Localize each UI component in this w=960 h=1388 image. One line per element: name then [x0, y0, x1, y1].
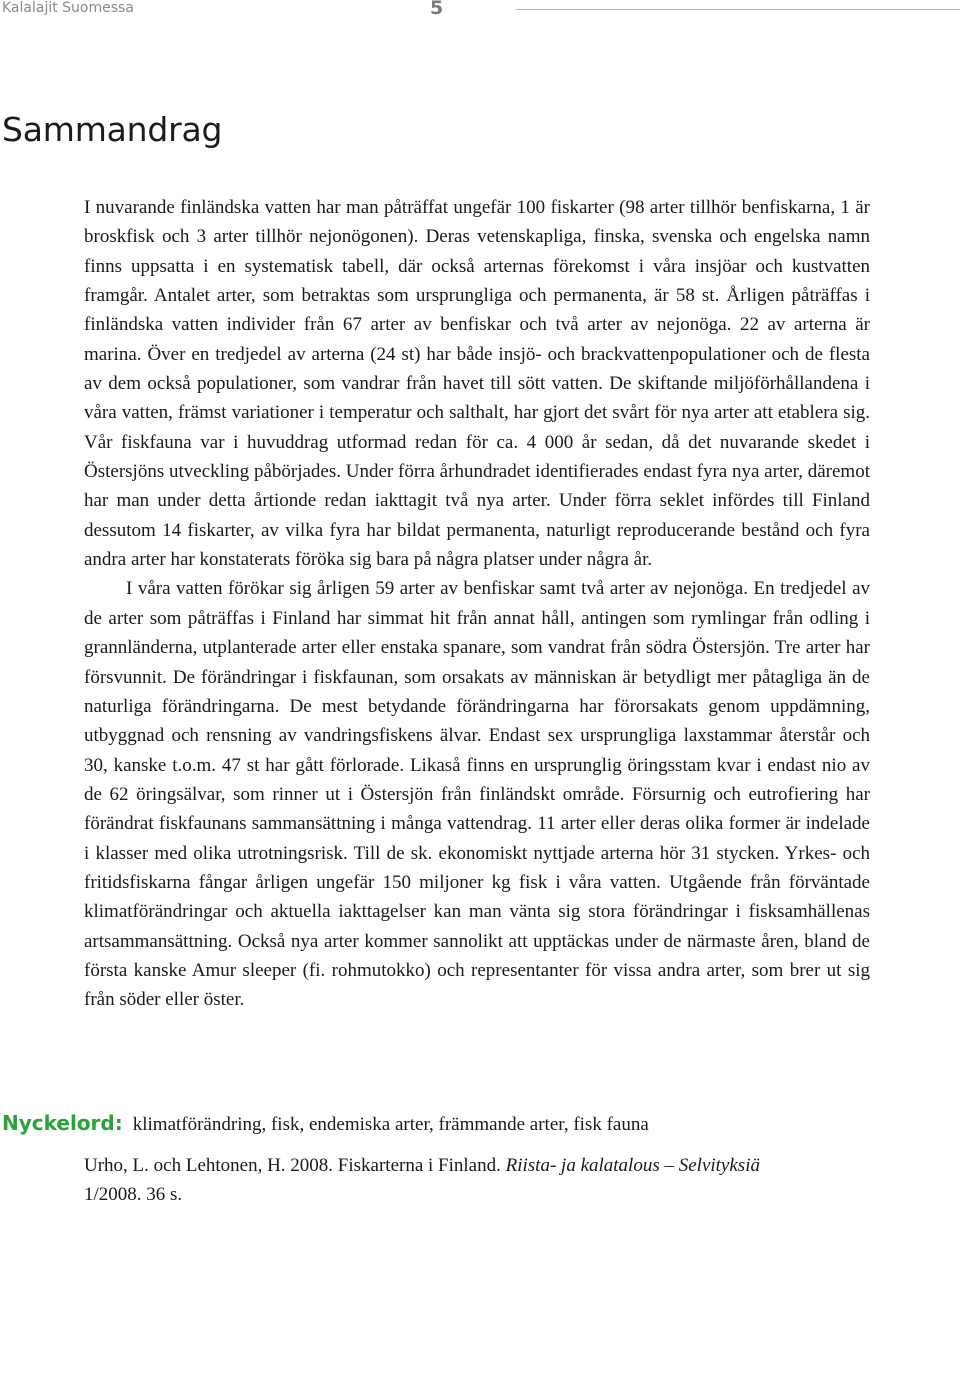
keywords-line — [2, 1108, 932, 1140]
summary-paragraph-1: I nuvarande finländska vatten har man påträffat ungefär 100 fiskarter (98 arter tillhör benfiskarna, 1 är broskfisk och 3 arter tillhör nejonögonen). Deras vetenskapliga, finska, svenska och engelska namn finns uppsatta i en systematisk tabell, där också arternas förekomst i våra insjöar och kustvatten framgår. Antalet arter, som betraktas som ursprungliga och permanenta, är 58 st. Årligen påträffas i finländska vatten individer från 67 arter av benfiskar och två arter av nejonöga. 22 av arterna är marina. Över en tredjedel av arterna (24 st) har både insjö- och brackvattenpopulationer och de flesta av dem också populationer, som vandrar från havet till sött vatten. De skiftande miljöförhållandena i våra vatten, främst variationer i temperatur och salthalt, har gjort det svårt för nya arter att etablera sig. Vår fiskfauna var i huvuddrag utformad redan för ca. 4 000 år sedan, då det nuvarande skedet i Östersjöns utveckling påbörjades. Under förra århundradet identifierades endast fyra nya arter, däremot har man under detta årtionde redan iakttagit två nya arter. Under förra seklet infördes till Finland dessutom 14 fiskarter, av vilka fyra har bildat permanenta, naturligt reproducerande bestånd och fyra andra arter har konstaterats föröka sig bara på några platser under några år. — [84, 197, 870, 571]
running-title: Kalalajit Suomessa — [2, 0, 134, 16]
keywords-text: klimatförändring, fisk, endemiska arter, främmande arter, fisk fauna — [132, 1114, 649, 1135]
citation-authors: Urho, L. och Lehtonen, H. 2008. Fiskarterna i Finland. — [84, 1155, 506, 1176]
citation-details: 1/2008. 36 s. — [84, 1184, 183, 1205]
header-rule — [516, 9, 960, 10]
page-number: 5 — [430, 0, 444, 19]
summary-body — [84, 193, 870, 1015]
section-title: Sammandrag — [2, 110, 223, 149]
keywords-label: Nyckelord: — [2, 1111, 123, 1135]
summary-paragraph-2: I våra vatten förökar sig årligen 59 arter av benfiskar samt två arter av nejonöga. En tredjedel av de arter som påträffas i Finland har simmat hit från annat håll, antingen som rymlingar från odling i grannländerna, utplanterade arter eller enstaka spanare, som vandrat från södra Östersjön. Tre arter har försvunnit. De förändringar i fiskfaunan, som orsakats av människan är betydligt mer påtagliga än de naturliga förändringarna. De mest betydande förändringarna har förorsakats genom uppdämning, utbyggnad och rensning av vandringsfiskens älvar. Endast sex ursprungliga laxstammar återstår och 30, kanske t.o.m. 47 st har gått förlorade. Likaså finns en ursprunglig öringsstam kvar i endast nio av de 62 öringsälvar, som rinner ut i Östersjön från finländskt område. Försurnig och eutrofiering har förändrat fiskfaunans sammansättning i många vattendrag. 11 arter eller deras olika former är indelade i klasser med olika utrotningsrisk. Till de sk. ekonomiskt nyttjade arterna hör 31 stycken. Yrkes- och fritidsfiskarna fångar årligen ungefär 150 miljoner kg fisk i våra vatten. Utgående från förväntade klimatförändringar och aktuella iakttagelser kan man vänta sig stora förändringar i fisksamhällenas artsammansättning. Också nya arter kommer sannolikt att upptäckas under de närmaste åren, bland de första kanske Amur sleeper (fi. rohmutokko) och representanter för vissa andra arter, som brer ut sig från söder eller öster. — [84, 578, 870, 1011]
citation-series: Riista- ja kalatalous – Selvityksiä — [505, 1155, 760, 1176]
page-header — [0, 0, 960, 28]
citation — [84, 1151, 870, 1209]
